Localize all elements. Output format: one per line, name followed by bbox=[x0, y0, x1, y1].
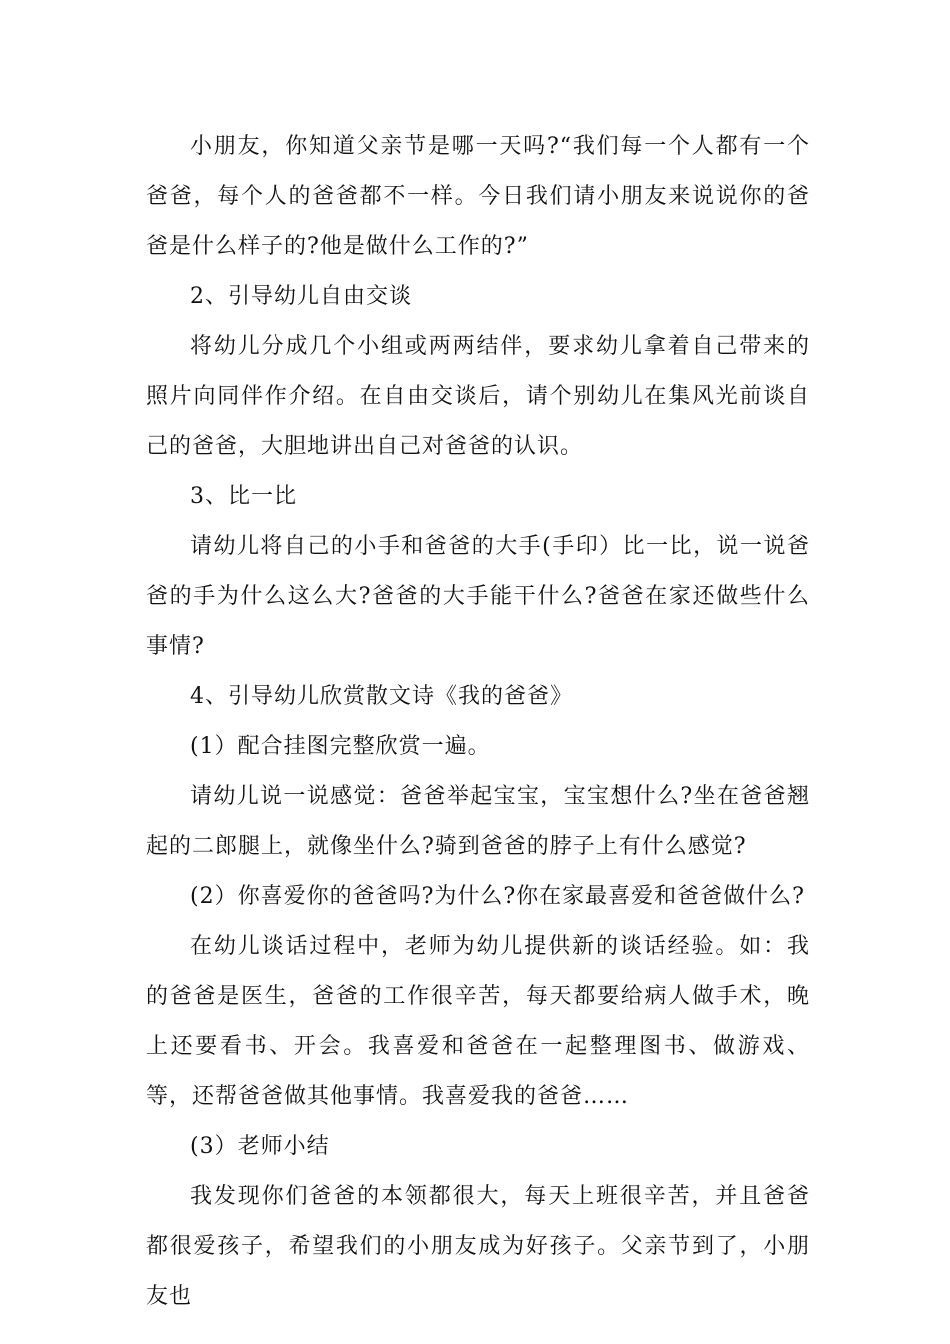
heading-step-4: 4、引导幼儿欣赏散文诗《我的爸爸》 bbox=[190, 684, 573, 709]
paragraph-feelings: 请幼儿说一说感觉：爸爸举起宝宝，宝宝想什么?坐在爸爸翘起的二郎腿上，就像坐什么?骑到爸爸的脖子上有什么感觉? bbox=[146, 784, 810, 859]
heading-step-2: 2、引导幼儿自由交谈 bbox=[190, 284, 412, 309]
paragraph-summary: 我发现你们爸爸的本领都很大，每天上班很辛苦，并且爸爸都很爱孩子，希望我们的小朋友成为好孩子。父亲节到了，小朋友也 bbox=[146, 1184, 810, 1309]
subheading-3: (3）老师小结 bbox=[190, 1134, 330, 1159]
paragraph-teacher-example: 在幼儿谈话过程中，老师为幼儿提供新的谈话经验。如：我的爸爸是医生，爸爸的工作很辛苦，每天都要给病人做手术，晚上还要看书、开会。我喜爱和爸爸在一起整理图书、做游戏、等，还帮爸爸做其他事情。我喜爱我的爸爸…… bbox=[146, 934, 810, 1109]
paragraph-compare-hands: 请幼儿将自己的小手和爸爸的大手(手印）比一比，说一说爸爸的手为什么这么大?爸爸的大手能干什么?爸爸在家还做些什么事情? bbox=[146, 534, 810, 659]
document-body bbox=[146, 122, 810, 1322]
heading-step-3: 3、比一比 bbox=[190, 484, 297, 509]
paragraph-free-talk: 将幼儿分成几个小组或两两结伴，要求幼儿拿着自己带来的照片向同伴作介绍。在自由交谈后，请个别幼儿在集风光前谈自己的爸爸，大胆地讲出自己对爸爸的认识。 bbox=[146, 334, 810, 459]
paragraph-intro-question: 小朋友，你知道父亲节是哪一天吗?“我们每一个人都有一个爸爸，每个人的爸爸都不一样。今日我们请小朋友来说说你的爸爸是什么样子的?他是做什么工作的?” bbox=[146, 134, 810, 259]
subheading-1: (1）配合挂图完整欣赏一遍。 bbox=[190, 734, 491, 759]
subheading-2: (2）你喜爱你的爸爸吗?为什么?你在家最喜爱和爸爸做什么? bbox=[190, 884, 805, 909]
